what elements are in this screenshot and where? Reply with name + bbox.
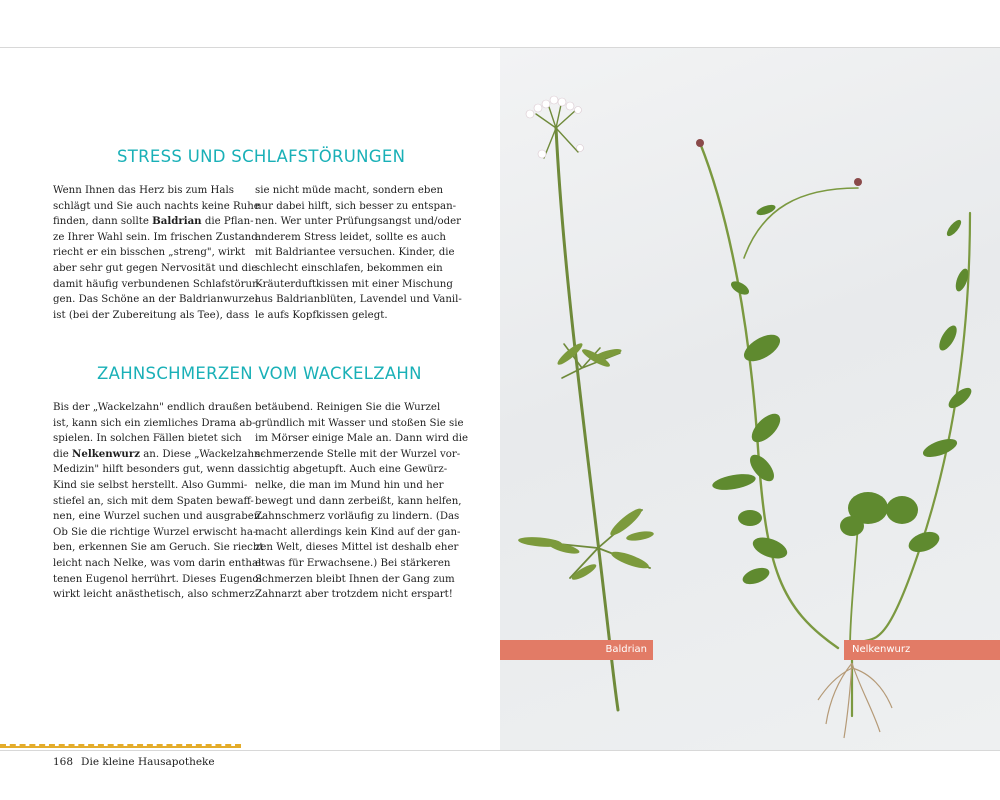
text-line: die Nelkenwurz an. Diese „Wackelzahn- <box>53 447 265 460</box>
text-line: sichtig abgetupft. Auch eine Gewürz- <box>255 464 448 476</box>
text-line: Zahnarzt aber trotzdem nicht erspart! <box>255 589 453 601</box>
text-line: zen Welt, dieses Mittel ist deshalb eher <box>255 542 459 554</box>
text-line: im Mörser einige Male an. Dann wird die <box>255 433 469 445</box>
text-line: gründlich mit Wasser und stoßen Sie sie <box>255 417 464 429</box>
running-title: Die kleine Hausapotheke <box>81 756 215 768</box>
text-line: Bis der „Wackelzahn" endlich draußen <box>53 402 252 413</box>
plant-label-nelkenwurz: Nelkenwurz <box>844 640 1000 660</box>
text-line: nelke, die man im Mund hin und her <box>255 479 444 491</box>
nelkenwurz-plant <box>700 143 970 716</box>
text-line: damit häufig verbundenen Schlafstörun- <box>53 278 263 290</box>
text-column <box>53 400 265 603</box>
text-line: Zahnschmerz vorläufig zu lindern. (Das <box>255 511 460 523</box>
text-line: betäubend. Reinigen Sie die Wurzel <box>255 402 441 413</box>
text-line: leicht nach Nelke, was vom darin enthal- <box>53 557 265 569</box>
text-line: nen, eine Wurzel suchen und ausgraben. <box>53 511 264 523</box>
text-line: Ob Sie die richtige Wurzel erwischt ha- <box>53 526 257 538</box>
text-line: stiefel an, sich mit dem Spaten bewaff- <box>53 495 254 507</box>
text-line: wirkt leicht anästhetisch, also schmerz- <box>53 589 259 601</box>
section-heading-zahnschmerzen: ZAHNSCHMERZEN VOM WACKELZAHN <box>97 364 422 383</box>
text-column <box>255 183 462 323</box>
text-line: mit Baldriantee versuchen. Kinder, die <box>255 247 455 259</box>
left-page <box>0 48 500 768</box>
plant-label-baldrian: Baldrian <box>500 640 653 660</box>
page-footer <box>53 756 215 768</box>
text-line: finden, dann sollte Baldrian die Pflan- <box>53 215 254 228</box>
text-line: bewegt und dann zerbeißt, kann helfen, <box>255 495 462 507</box>
text-line: Kind sie selbst herstellt. Also Gummi- <box>53 479 248 491</box>
text-line: Kräuterduftkissen mit einer Mischung <box>255 278 453 290</box>
text-line: ist, kann sich ein ziemliches Drama ab- <box>53 417 256 429</box>
text-line: aus Baldrianblüten, Lavendel und Vanil- <box>255 294 462 306</box>
text-line: macht allerdings kein Kind auf der gan- <box>255 526 461 538</box>
text-line: gen. Das Schöne an der Baldrianwurzel <box>53 294 258 306</box>
text-line: tenen Eugenol herrührt. Dieses Eugenol <box>53 573 262 585</box>
accent-rule <box>0 744 241 748</box>
text-line: riecht er ein bisschen „streng", wirkt <box>53 247 246 259</box>
section-heading-stress: STRESS UND SCHLAFSTÖRUNGEN <box>117 147 406 166</box>
text-line: sie nicht müde macht, sondern eben <box>255 185 444 196</box>
text-column <box>255 400 468 603</box>
text-line: anderem Stress leidet, sollte es auch <box>255 231 446 243</box>
plant-photo <box>500 48 1000 750</box>
text-line: Schmerzen bleibt Ihnen der Gang zum <box>255 573 455 585</box>
text-column <box>53 183 262 323</box>
baldrian-plant <box>520 100 650 710</box>
text-line: aber sehr gut gegen Nervosität und die <box>53 262 258 274</box>
text-line: ist (bei der Zubereitung als Tee), dass <box>53 309 250 321</box>
nelkenwurz-roots <box>818 663 892 738</box>
page-number: 168 <box>53 756 74 768</box>
text-line: ben, erkennen Sie am Geruch. Sie riecht <box>53 542 264 554</box>
text-line: spielen. In solchen Fällen bietet sich <box>53 433 242 445</box>
nelkenwurz-buds <box>696 139 862 186</box>
text-line: Wenn Ihnen das Herz bis zum Hals <box>53 185 234 196</box>
text-line: Medizin" hilft besonders gut, wenn das <box>53 464 256 476</box>
nelkenwurz-leaves <box>711 203 974 588</box>
text-line: etwas für Erwachsene.) Bei stärkeren <box>255 557 451 569</box>
text-line: schlecht einschlafen, bekommen ein <box>255 262 443 274</box>
text-line: nen. Wer unter Prüfungsangst und/oder <box>255 216 462 228</box>
text-line: schlägt und Sie auch nachts keine Ruhe <box>53 200 260 212</box>
text-line: ze Ihrer Wahl sein. Im frischen Zustand <box>53 231 258 243</box>
text-line: nur dabei hilft, sich besser zu entspan- <box>255 200 457 212</box>
text-line: le aufs Kopfkissen gelegt. <box>255 309 388 321</box>
text-line: schmerzende Stelle mit der Wurzel vor- <box>255 448 461 460</box>
